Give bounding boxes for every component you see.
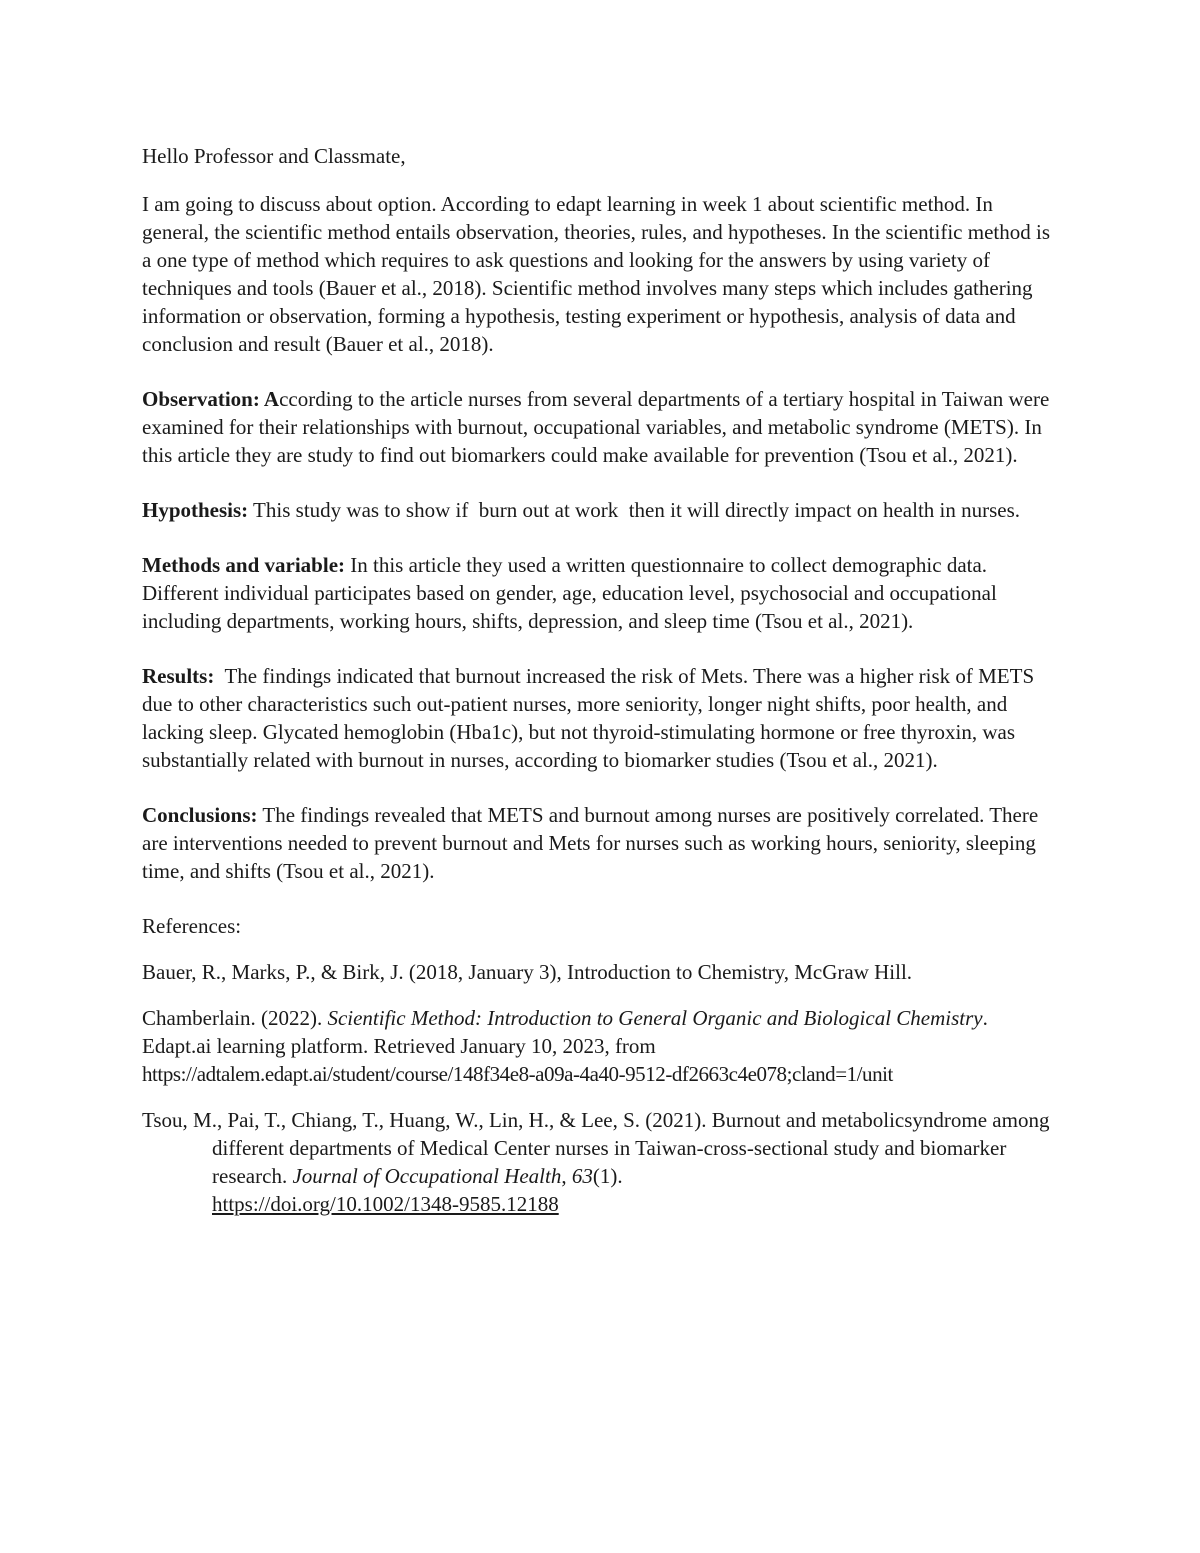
results-section xyxy=(142,662,1062,774)
observation-text: ccording to the article nurses from several departments of a tertiary hospital in Taiwan were examined for their relationships with burnout, occupational variables, and metabolic syndrome (METS). In this article they are study to find out biomarkers could make available for prevention (Tsou et al., 2021). xyxy=(142,387,1050,467)
conclusions-heading: Conclusions: xyxy=(142,803,258,827)
tsou-volume: 63 xyxy=(571,1164,593,1188)
tsou-issue: (1). xyxy=(592,1164,623,1188)
hypothesis-text: This study was to show if burn out at work then it will directly impact on health in nurses. xyxy=(248,498,1021,522)
methods-section xyxy=(142,551,1062,635)
tsou-journal: Journal of Occupational Health xyxy=(292,1164,562,1188)
tsou-author: Tsou, M., Pai, T., Chiang, T., Huang, W., Lin, H., & Lee, S. (2021). Burnout and metabolicsyndrome among different departments of Medical Center nurses in Taiwan-cross-sectional study and biomarker research. xyxy=(142,1108,1050,1188)
chamberlain-author: Chamberlain. (2022). xyxy=(142,1006,328,1030)
reference-tsou xyxy=(142,1106,1062,1218)
reference-bauer: Bauer, R., Marks, P., & Birk, J. (2018, January 3), Introduction to Chemistry, McGraw Hill. xyxy=(142,960,913,984)
observation-heading: Observation: A xyxy=(142,387,280,411)
results-heading: Results: xyxy=(142,664,215,688)
greeting: Hello Professor and Classmate, xyxy=(142,144,406,168)
tsou-separator: , xyxy=(561,1164,572,1188)
hypothesis-section xyxy=(142,496,1062,524)
chamberlain-url: https://adtalem.edapt.ai/student/course/148f34e8-a09a-4a40-9512-df2663c4e078;cland=1/unit xyxy=(142,1062,893,1086)
chamberlain-rest: . Edapt.ai learning platform. Retrieved January 10, 2023, from xyxy=(142,1006,988,1058)
hypothesis-heading: Hypothesis: xyxy=(142,498,249,522)
references-heading: References: xyxy=(142,914,242,938)
observation-section xyxy=(142,385,1062,469)
results-text: The findings indicated that burnout increased the risk of Mets. There was a higher risk of METS due to other characteristics such out-patient nurses, more seniority, longer night shifts, poor health, and lacking sleep. Glycated hemoglobin (Hba1c), but not thyroid-stimulating hormone or free thyroxin, was substantially related with burnout in nurses, according to biomarker studies (Tsou et al., 2021). xyxy=(142,664,1040,772)
intro-paragraph: I am going to discuss about option. According to edapt learning in week 1 about scientific method. In general, the scientific method entails observation, theories, rules, and hypotheses. In the scientific method is a one type of method which requires to ask questions and looking for the answers by using variety of techniques and tools (Bauer et al., 2018). Scientific method involves many steps which includes gathering information or observation, forming a hypothesis, testing experiment or hypothesis, analysis of data and conclusion and result (Bauer et al., 2018). xyxy=(142,192,1050,356)
document-page xyxy=(142,142,1062,1236)
conclusions-section xyxy=(142,801,1062,885)
conclusions-text: The findings revealed that METS and burnout among nurses are positively correlated. There are interventions needed to prevent burnout and Mets for nurses such as working hours, seniority, sleeping time, and shifts (Tsou et al., 2021). xyxy=(142,803,1039,883)
chamberlain-title: Scientific Method: Introduction to General Organic and Biological Chemistry xyxy=(327,1006,983,1030)
methods-text: In this article they used a written questionnaire to collect demographic data. Different individual participates based on gender, age, education level, psychosocial and occupational including departments, working hours, shifts, depression, and sleep time (Tsou et al., 2021). xyxy=(142,553,997,633)
reference-chamberlain xyxy=(142,1004,1062,1088)
tsou-doi-link[interactable]: https://doi.org/10.1002/1348-9585.12188 xyxy=(212,1192,559,1216)
methods-heading: Methods and variable: xyxy=(142,553,346,577)
